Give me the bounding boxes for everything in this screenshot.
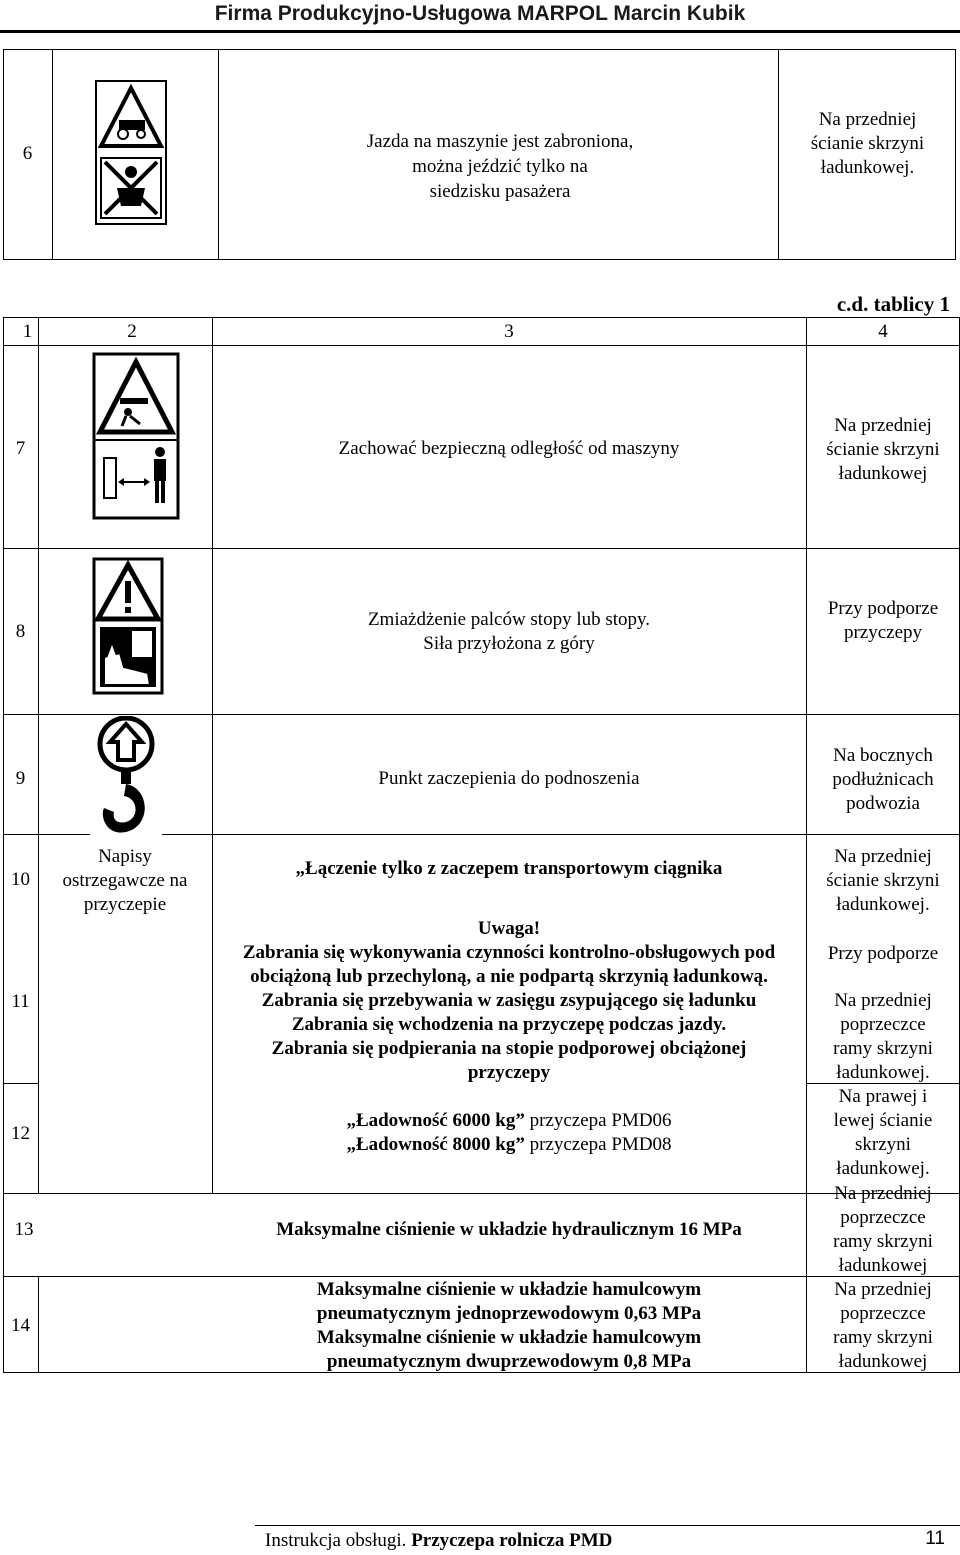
column-number-4: 4	[878, 321, 888, 342]
header-rule	[0, 30, 960, 33]
row-6-location-line-3: ładunkowej.	[820, 157, 915, 178]
row-6-number: 6	[22, 143, 33, 164]
row-11-text-line-7: przyczepy	[467, 1062, 551, 1083]
foot-crush-warning-icon	[92, 557, 164, 695]
row-7-number: 7	[15, 438, 26, 459]
row-10-number: 10	[11, 869, 30, 890]
row-11-location-b-line-3: ramy skrzyni	[833, 1038, 933, 1059]
column-number-3: 3	[504, 321, 514, 342]
continuation-label: c.d. tablicy 1	[836, 292, 950, 316]
row-8-text-line-1: Zmiażdżenie palców stopy lub stopy.	[367, 609, 651, 630]
row-14-text-line-2: pneumatycznym jednoprzewodowym 0,63 MPa	[316, 1303, 702, 1324]
footer-rule	[255, 1525, 960, 1526]
row-9-location-line-1: Na bocznych	[833, 745, 933, 766]
group-label-line-3: przyczepie	[83, 894, 167, 915]
row-12-location-line-4: ładunkowej.	[836, 1158, 930, 1179]
row-11-location-b-line-4: ładunkowej.	[836, 1062, 930, 1083]
row-12-line-1-bold: „Ładowność 6000 kg”	[346, 1110, 525, 1131]
row-12-line-2	[212, 1133, 806, 1157]
row-9-text: Punkt zaczepienia do podnoszenia	[378, 768, 640, 789]
row-9-number: 9	[15, 768, 26, 789]
row-14-location-line-4: ładunkowej	[838, 1351, 928, 1372]
row-7-location-line-2: ścianie skrzyni	[826, 439, 940, 460]
row-10-location-line-1: Na przedniej	[834, 846, 932, 867]
column-number-1: 1	[22, 321, 33, 342]
column-number-2: 2	[127, 321, 137, 342]
row-14-location-line-1: Na przedniej	[834, 1279, 932, 1300]
row-12-location-line-1: Na prawej i	[838, 1086, 928, 1107]
row-6-text-line-3: siedzisku pasażera	[429, 181, 571, 202]
row-13-location-line-4: ładunkowej	[838, 1255, 928, 1276]
row-14-number: 14	[11, 1315, 30, 1336]
lifting-hook-icon	[90, 716, 162, 844]
row-8-number: 8	[15, 621, 26, 642]
row-11-number: 11	[11, 991, 30, 1012]
row-6-location-line-2: ścianie skrzyni	[810, 133, 925, 154]
row-13-text: Maksymalne ciśnienie w układzie hydraulicznym 16 MPa	[276, 1219, 742, 1240]
keep-distance-warning-icon	[92, 352, 180, 520]
row-7-location-line-1: Na przedniej	[834, 415, 932, 436]
footer-text-bold: Przyczepa rolnicza PMD	[411, 1530, 613, 1551]
row-12-line-1-rest: przyczepa PMD06	[529, 1110, 672, 1131]
row-11-text-line-6: Zabrania się podpierania na stopie podporowej obciążonej	[271, 1038, 747, 1059]
row-8-location-line-1: Przy podporze	[827, 598, 939, 619]
row-14-text-line-4: pneumatycznym dwuprzewodowym 0,8 MPa	[326, 1351, 692, 1372]
row-10-text: „Łączenie tylko z zaczepem transportowym ciągnika	[295, 858, 723, 879]
row-6-text-line-1: Jazda na maszynie jest zabroniona,	[366, 131, 634, 152]
row-11-location-a: Przy podporze	[827, 943, 939, 964]
row-14-location-line-2: poprzeczce	[840, 1303, 926, 1324]
row-11-text-line-5: Zabrania się wchodzenia na przyczepę podczas jazdy.	[291, 1014, 727, 1035]
row-13-location-line-2: poprzeczce	[840, 1207, 926, 1228]
row-12-line-2-bold: „Ładowność 8000 kg”	[346, 1134, 525, 1155]
page-number: 11	[925, 1528, 945, 1549]
footer-text	[265, 1530, 612, 1552]
row-8-text-line-2: Siła przyłożona z góry	[423, 633, 595, 654]
footer-text-plain: Instrukcja obsługi.	[265, 1530, 412, 1551]
row-11-text-line-3: obciążoną lub przechyloną, a nie podpartą skrzynią ładunkową.	[250, 966, 768, 987]
row-13-location-line-3: ramy skrzyni	[833, 1231, 933, 1252]
row-11-location-b-line-1: Na przedniej	[834, 990, 932, 1011]
row-10-location-line-3: ładunkowej.	[836, 894, 930, 915]
row-7-text: Zachować bezpieczną odległość od maszyny	[338, 438, 680, 459]
row-14-location-line-3: ramy skrzyni	[833, 1327, 933, 1348]
row-6-location-line-1: Na przedniej	[818, 109, 917, 130]
group-label-line-1: Napisy	[98, 846, 152, 867]
row-13-location-line-1: Na przedniej	[834, 1183, 932, 1204]
row-13-number: 13	[14, 1219, 34, 1240]
row-12-location-line-3: skrzyni	[855, 1134, 911, 1155]
row-12-line-1	[212, 1109, 806, 1133]
row-12-location-line-2: lewej ścianie	[833, 1110, 933, 1131]
page-header-title: Firma Produkcyjno-Usługowa MARPOL Marcin Kubik	[214, 2, 746, 25]
group-label-line-2: ostrzegawcze na	[62, 870, 188, 891]
row-7-location-line-3: ładunkowej	[838, 463, 928, 484]
row-11-text-line-4: Zabrania się przebywania w zasięgu zsypującego się ładunku	[261, 990, 757, 1011]
row-10-location-line-2: ścianie skrzyni	[826, 870, 940, 891]
row-12-line-2-rest: przyczepa PMD08	[529, 1134, 672, 1155]
row-12-number: 12	[11, 1123, 30, 1144]
row-9-location-line-2: podłużnicach	[832, 769, 934, 790]
no-riding-warning-icon	[95, 80, 167, 225]
row-14-text-line-3: Maksymalne ciśnienie w układzie hamulcowym	[316, 1327, 702, 1348]
row-11-location-b-line-2: poprzeczce	[840, 1014, 926, 1035]
row-9-location-line-3: podwozia	[846, 793, 920, 814]
row-14-text-line-1: Maksymalne ciśnienie w układzie hamulcowym	[316, 1279, 702, 1300]
row-6-text-line-2: można jeździć tylko na	[412, 156, 588, 177]
row-11-text-line-2: Zabrania się wykonywania czynności kontrolno-obsługowych pod	[242, 942, 776, 963]
row-8-location-line-2: przyczepy	[843, 622, 923, 643]
row-11-text-line-1: Uwaga!	[477, 918, 541, 939]
